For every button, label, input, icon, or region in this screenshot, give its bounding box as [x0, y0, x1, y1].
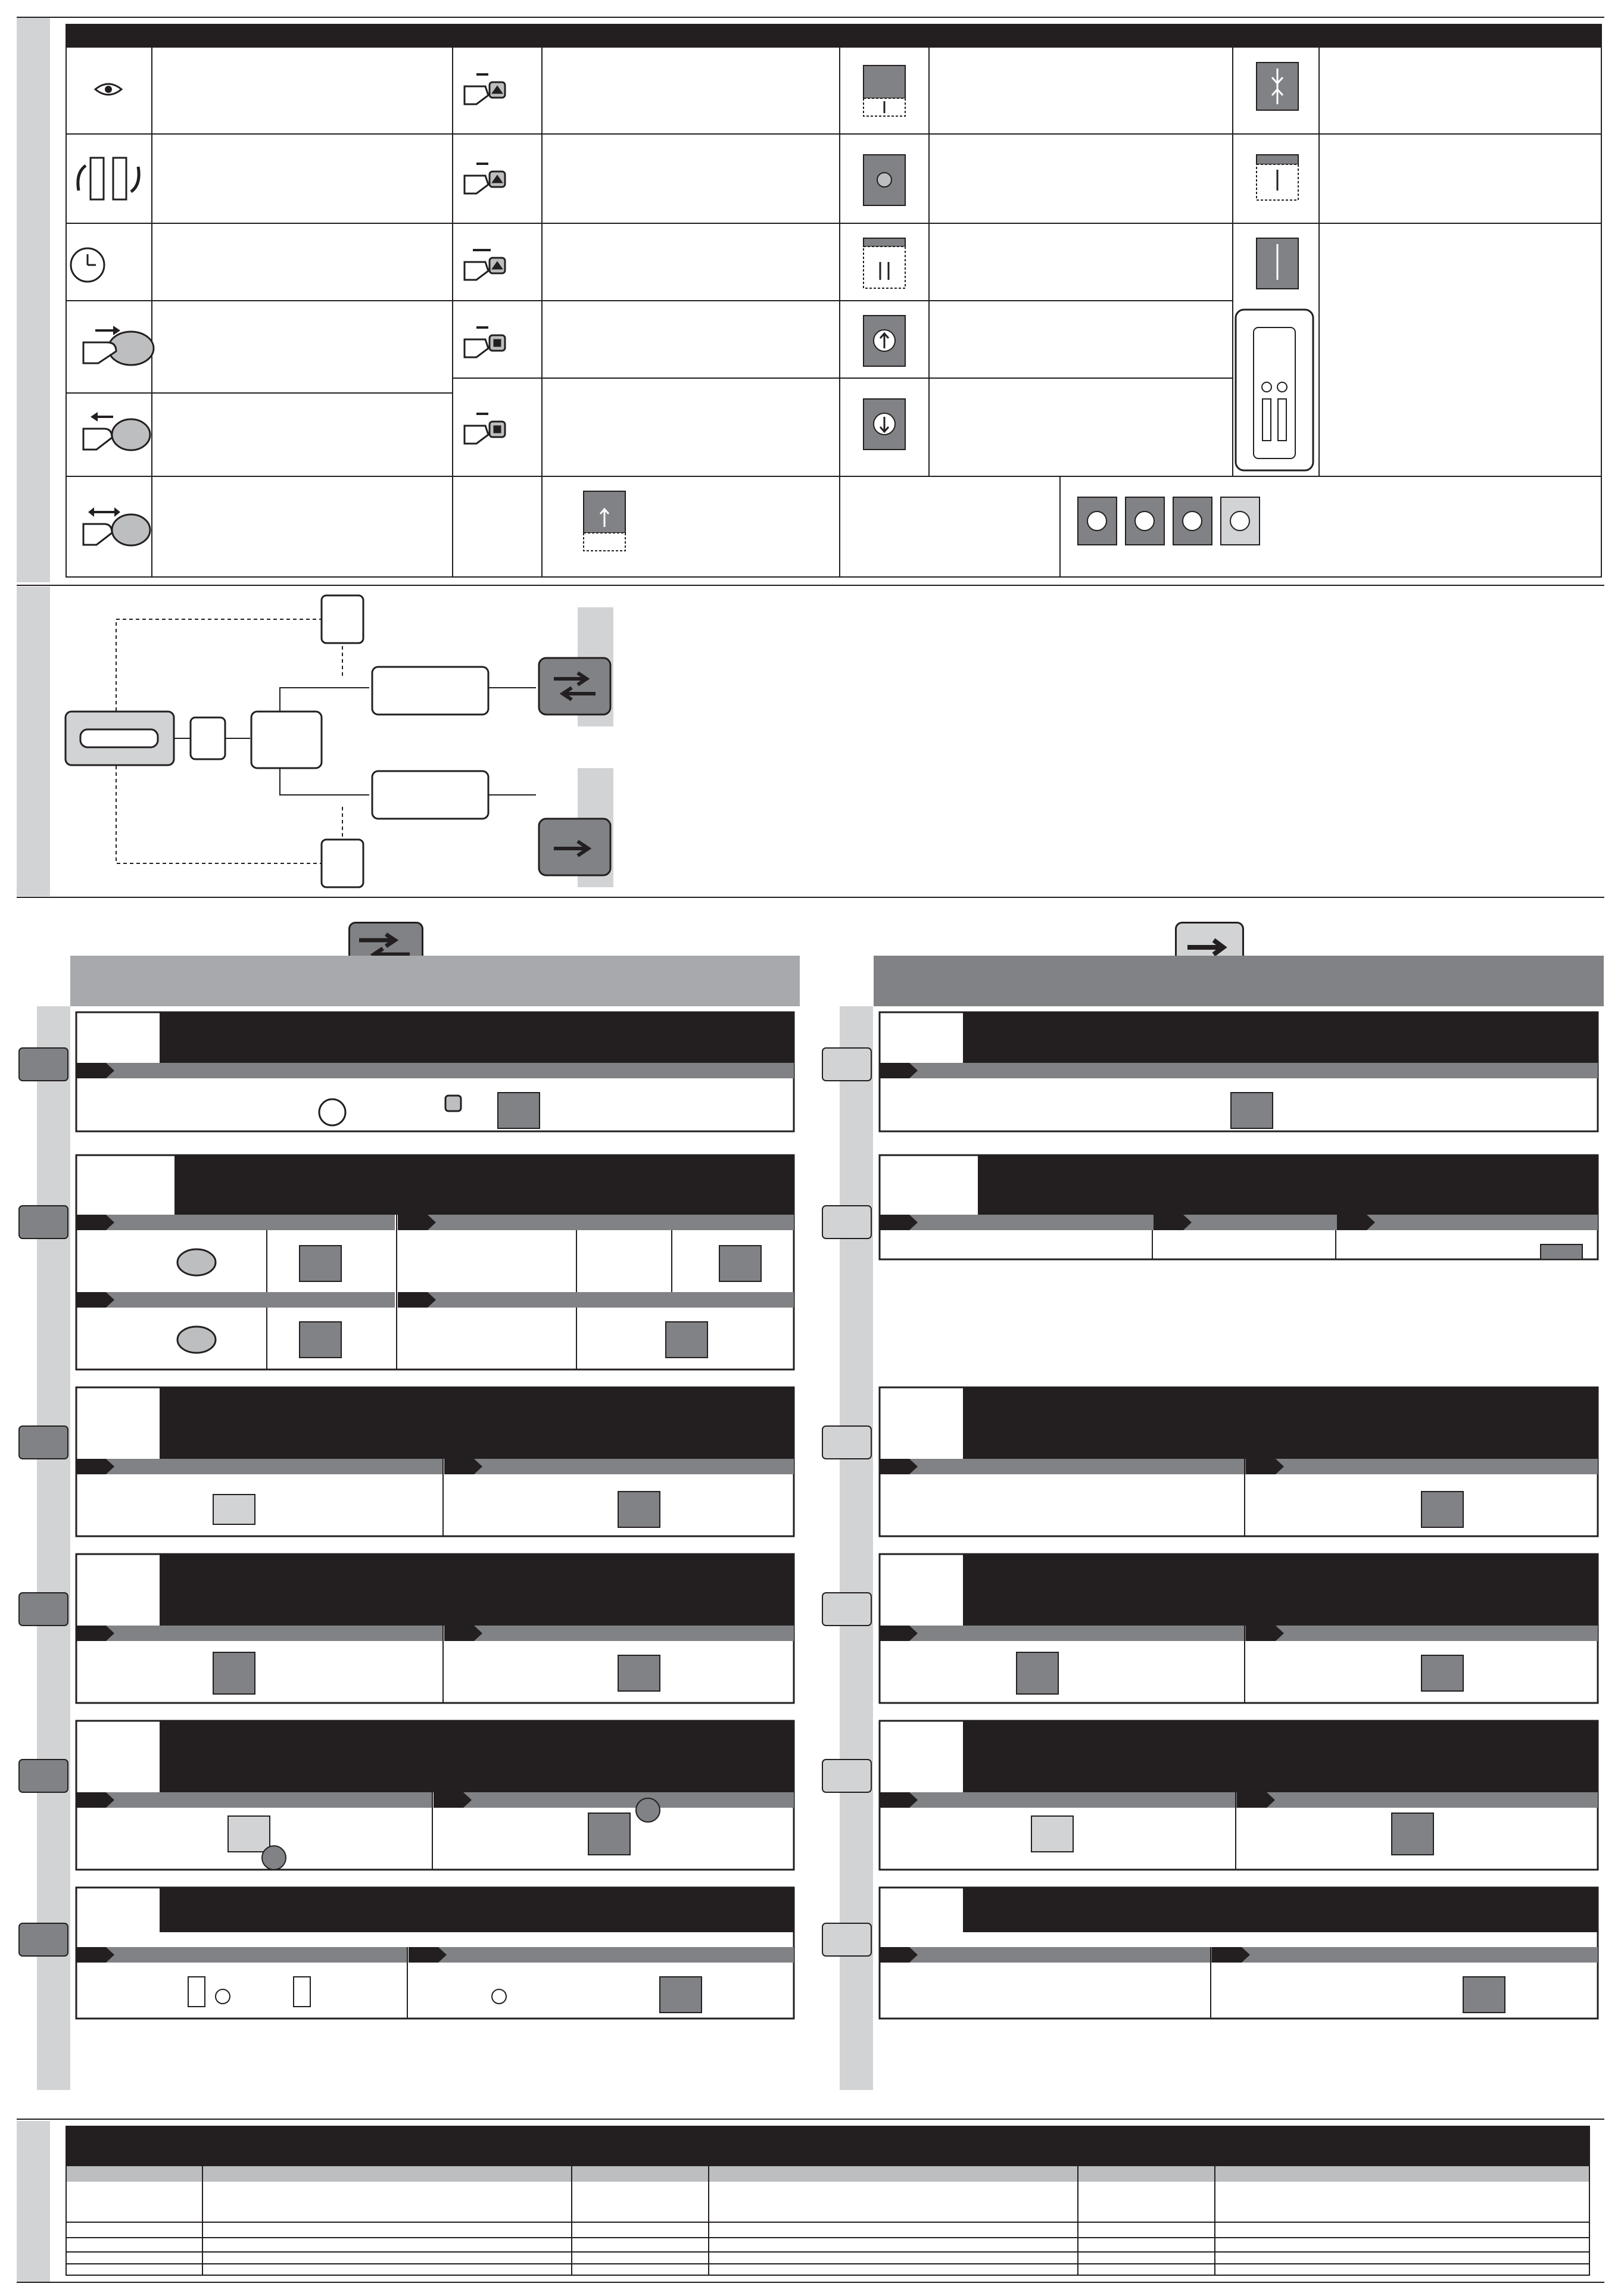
limit-adjust-icon — [1257, 63, 1298, 110]
blind-sequence-icon — [1078, 497, 1260, 545]
upper-limit-icon — [1257, 155, 1298, 200]
hold-up-icon — [465, 250, 505, 280]
breaker-icon — [78, 158, 139, 199]
lower-limit-icon — [1257, 238, 1298, 289]
press-button-icon — [83, 326, 154, 365]
page-bottom-rule — [17, 2282, 1604, 2283]
right-steps — [874, 1006, 1604, 2090]
right-step-tabs — [820, 1042, 874, 1995]
troubleshooting-table — [66, 2126, 1590, 2276]
blind-jog-icon — [864, 238, 905, 288]
blind-raise-icon — [584, 491, 625, 551]
top-left-sidebar — [17, 17, 50, 582]
blind-down-circle-icon — [864, 399, 905, 450]
release-up-icon — [465, 164, 505, 194]
blind-lower-icon — [864, 65, 905, 116]
press-stop-icon — [465, 327, 505, 357]
bottom-rule — [17, 2119, 1604, 2120]
release-stop-icon — [465, 414, 505, 444]
left-steps — [70, 1006, 800, 2090]
diagram-bottom-rule — [17, 897, 1604, 898]
press-hold-button-icon — [83, 507, 150, 545]
legend-table — [66, 24, 1602, 578]
top-rule — [17, 17, 1604, 18]
remote-holder-icon — [1236, 310, 1313, 470]
wiring-diagram — [60, 589, 631, 893]
left-step-tabs — [17, 1042, 70, 1995]
clock-icon — [71, 248, 104, 282]
bottom-sidebar — [17, 2121, 50, 2282]
eye-icon — [95, 84, 121, 95]
unidirectional-header-band — [874, 956, 1604, 1006]
bidirectional-header-band — [70, 956, 800, 1006]
blind-stop-icon — [864, 155, 905, 205]
press-up-icon — [465, 74, 505, 104]
blind-up-circle-icon — [864, 316, 905, 366]
diagram-top-rule — [17, 585, 1604, 586]
diagram-sidebar — [17, 587, 50, 896]
release-button-icon — [83, 412, 150, 450]
